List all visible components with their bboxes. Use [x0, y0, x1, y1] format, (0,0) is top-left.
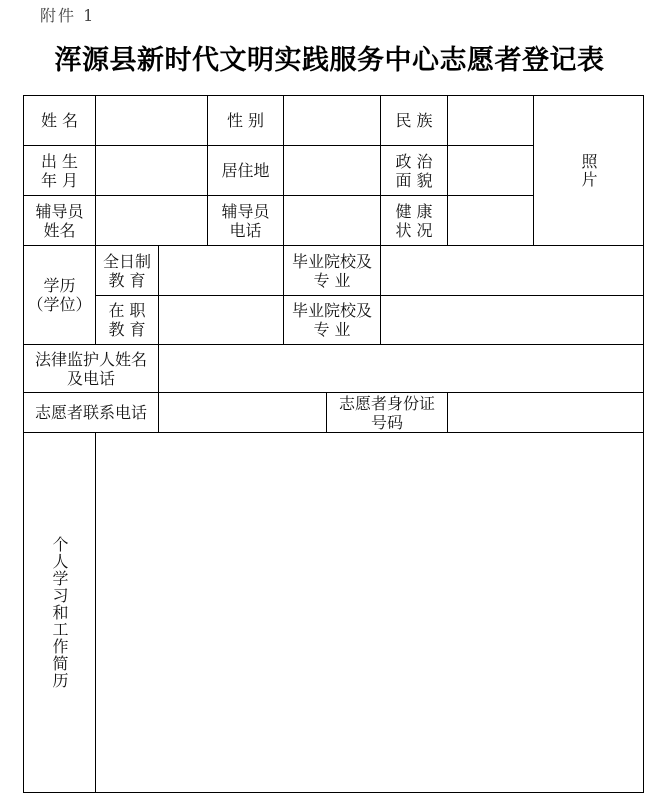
- label-inservice: 在 职 教 育: [95, 295, 159, 345]
- field-political[interactable]: [447, 145, 534, 196]
- field-name[interactable]: [95, 95, 208, 146]
- label-name: 姓 名: [23, 95, 96, 146]
- label-birth: 出 生 年 月: [23, 145, 96, 196]
- label-volunteer-phone: 志愿者联系电话: [23, 392, 159, 433]
- field-gender[interactable]: [283, 95, 381, 146]
- label-graduate-school-1: 毕业院校及 专 业: [283, 245, 381, 296]
- label-health: 健 康 状 况: [380, 195, 448, 246]
- label-resume: 个人学习和工作简历: [50, 536, 69, 689]
- label-ethnicity: 民 族: [380, 95, 448, 146]
- field-graduate-school-2[interactable]: [380, 295, 644, 345]
- photo-label: 照片: [579, 152, 598, 189]
- label-political: 政 治 面 貌: [380, 145, 448, 196]
- annex-label: 附件 1: [40, 6, 96, 25]
- field-volunteer-id[interactable]: [447, 392, 644, 433]
- field-guardian[interactable]: [158, 344, 644, 393]
- field-tutor-phone[interactable]: [283, 195, 381, 246]
- label-tutor-phone: 辅导员 电话: [207, 195, 284, 246]
- field-ethnicity[interactable]: [447, 95, 534, 146]
- label-graduate-school-2: 毕业院校及 专 业: [283, 295, 381, 345]
- label-residence: 居住地: [207, 145, 284, 196]
- label-volunteer-id: 志愿者身份证 号码: [326, 392, 448, 433]
- field-tutor[interactable]: [95, 195, 208, 246]
- field-inservice[interactable]: [158, 295, 284, 345]
- field-volunteer-phone[interactable]: [158, 392, 327, 433]
- label-tutor: 辅导员 姓名: [23, 195, 96, 246]
- field-birth[interactable]: [95, 145, 208, 196]
- label-resume-cell: [23, 432, 96, 793]
- form-title: 浑源县新时代文明实践服务中心志愿者登记表: [54, 45, 605, 76]
- label-gender: 性 别: [207, 95, 284, 146]
- photo-cell[interactable]: [533, 95, 644, 246]
- field-graduate-school-1[interactable]: [380, 245, 644, 296]
- field-fulltime[interactable]: [158, 245, 284, 296]
- field-resume[interactable]: [95, 432, 644, 793]
- label-fulltime: 全日制 教 育: [95, 245, 159, 296]
- label-education: 学历 （学位）: [23, 245, 96, 345]
- label-guardian: 法律监护人姓名 及电话: [23, 344, 159, 393]
- field-health[interactable]: [447, 195, 534, 246]
- field-residence[interactable]: [283, 145, 381, 196]
